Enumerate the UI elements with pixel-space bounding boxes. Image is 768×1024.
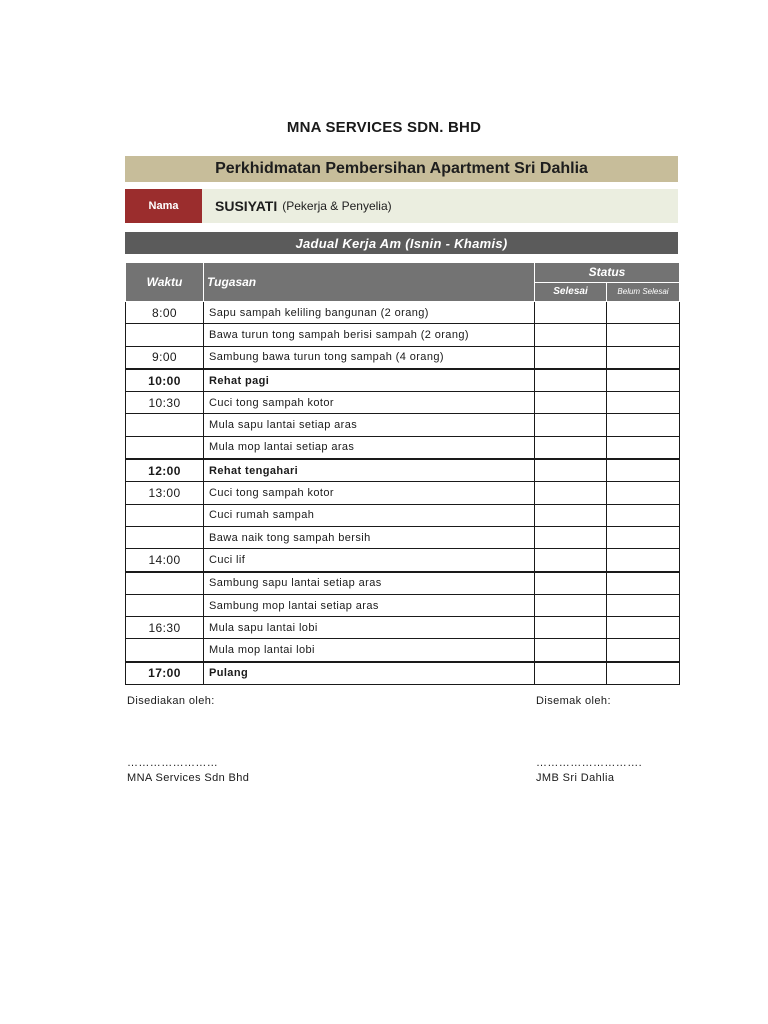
- belum-selesai-checkbox-cell[interactable]: [607, 324, 680, 346]
- table-row: [126, 526, 680, 548]
- task-cell: Sapu sampah keliling bangunan (2 orang): [204, 302, 535, 324]
- selesai-checkbox-cell[interactable]: [535, 369, 607, 392]
- table-row: [126, 392, 680, 414]
- header-waktu: Waktu: [126, 263, 204, 302]
- task-cell: Mula sapu lantai lobi: [204, 617, 535, 639]
- schedule-table: [125, 262, 680, 685]
- time-cell: 14:00: [126, 549, 204, 572]
- time-cell: 13:00: [126, 482, 204, 504]
- selesai-checkbox-cell[interactable]: [535, 324, 607, 346]
- worker-name-row: [125, 189, 678, 223]
- header-selesai: Selesai: [535, 282, 607, 302]
- selesai-checkbox-cell[interactable]: [535, 346, 607, 369]
- time-cell: [126, 436, 204, 459]
- task-cell: Pulang: [204, 662, 535, 685]
- table-row: [126, 572, 680, 595]
- schedule-title: Jadual Kerja Am (Isnin - Khamis): [125, 232, 678, 254]
- selesai-checkbox-cell[interactable]: [535, 392, 607, 414]
- time-cell: [126, 594, 204, 616]
- time-cell: 9:00: [126, 346, 204, 369]
- task-cell: Cuci tong sampah kotor: [204, 482, 535, 504]
- time-cell: [126, 324, 204, 346]
- task-cell: Mula mop lantai setiap aras: [204, 436, 535, 459]
- belum-selesai-checkbox-cell[interactable]: [607, 662, 680, 685]
- table-row: [126, 482, 680, 504]
- task-cell: Mula mop lantai lobi: [204, 639, 535, 662]
- belum-selesai-checkbox-cell[interactable]: [607, 302, 680, 324]
- selesai-checkbox-cell[interactable]: [535, 639, 607, 662]
- checked-by-name: JMB Sri Dahlia: [536, 772, 615, 784]
- table-row: [126, 504, 680, 526]
- selesai-checkbox-cell[interactable]: [535, 504, 607, 526]
- selesai-checkbox-cell[interactable]: [535, 617, 607, 639]
- task-cell: Sambung sapu lantai setiap aras: [204, 572, 535, 595]
- belum-selesai-checkbox-cell[interactable]: [607, 617, 680, 639]
- service-banner: [125, 156, 678, 182]
- belum-selesai-checkbox-cell[interactable]: [607, 392, 680, 414]
- belum-selesai-checkbox-cell[interactable]: [607, 526, 680, 548]
- prepared-by-name: MNA Services Sdn Bhd: [127, 772, 250, 784]
- prepared-by-signature-line: ……………………: [127, 757, 219, 769]
- belum-selesai-checkbox-cell[interactable]: [607, 436, 680, 459]
- checked-by-label: Disemak oleh:: [536, 695, 611, 707]
- table-row: [126, 324, 680, 346]
- selesai-checkbox-cell[interactable]: [535, 594, 607, 616]
- task-cell: Cuci lif: [204, 549, 535, 572]
- table-row: [126, 549, 680, 572]
- time-cell: 12:00: [126, 459, 204, 482]
- belum-selesai-checkbox-cell[interactable]: [607, 639, 680, 662]
- table-row: [126, 369, 680, 392]
- header-tugasan: Tugasan: [204, 263, 535, 302]
- table-row: [126, 436, 680, 459]
- service-title: Perkhidmatan Pembersihan Apartment Sri Dahlia: [215, 160, 588, 177]
- name-label: Nama: [125, 189, 202, 223]
- time-cell: 10:30: [126, 392, 204, 414]
- task-cell: Sambung mop lantai setiap aras: [204, 594, 535, 616]
- table-row: [126, 459, 680, 482]
- belum-selesai-checkbox-cell[interactable]: [607, 482, 680, 504]
- task-cell: Rehat tengahari: [204, 459, 535, 482]
- selesai-checkbox-cell[interactable]: [535, 572, 607, 595]
- selesai-checkbox-cell[interactable]: [535, 302, 607, 324]
- table-row: [126, 594, 680, 616]
- belum-selesai-checkbox-cell[interactable]: [607, 414, 680, 436]
- worker-name: SUSIYATI: [215, 198, 278, 214]
- time-cell: [126, 414, 204, 436]
- selesai-checkbox-cell[interactable]: [535, 482, 607, 504]
- time-cell: [126, 526, 204, 548]
- time-cell: 8:00: [126, 302, 204, 324]
- selesai-checkbox-cell[interactable]: [535, 414, 607, 436]
- schedule-body: [126, 302, 680, 685]
- selesai-checkbox-cell[interactable]: [535, 526, 607, 548]
- belum-selesai-checkbox-cell[interactable]: [607, 369, 680, 392]
- selesai-checkbox-cell[interactable]: [535, 436, 607, 459]
- time-cell: [126, 504, 204, 526]
- time-cell: 16:30: [126, 617, 204, 639]
- table-row: [126, 346, 680, 369]
- selesai-checkbox-cell[interactable]: [535, 662, 607, 685]
- table-row: [126, 662, 680, 685]
- time-cell: [126, 639, 204, 662]
- task-cell: Cuci rumah sampah: [204, 504, 535, 526]
- belum-selesai-checkbox-cell[interactable]: [607, 346, 680, 369]
- task-cell: Bawa naik tong sampah bersih: [204, 526, 535, 548]
- company-title: MNA SERVICES SDN. BHD: [286, 119, 482, 136]
- selesai-checkbox-cell[interactable]: [535, 459, 607, 482]
- table-row: [126, 617, 680, 639]
- belum-selesai-checkbox-cell[interactable]: [607, 549, 680, 572]
- table-row: [126, 414, 680, 436]
- table-row: [126, 302, 680, 324]
- header-status: Status: [535, 263, 680, 283]
- time-cell: 10:00: [126, 369, 204, 392]
- belum-selesai-checkbox-cell[interactable]: [607, 594, 680, 616]
- belum-selesai-checkbox-cell[interactable]: [607, 504, 680, 526]
- task-cell: Mula sapu lantai setiap aras: [204, 414, 535, 436]
- task-cell: Cuci tong sampah kotor: [204, 392, 535, 414]
- worker-role: (Pekerja & Penyelia): [282, 199, 392, 213]
- task-cell: Bawa turun tong sampah berisi sampah (2 orang): [204, 324, 535, 346]
- table-row: [126, 639, 680, 662]
- name-value: [202, 189, 392, 223]
- belum-selesai-checkbox-cell[interactable]: [607, 572, 680, 595]
- time-cell: [126, 572, 204, 595]
- prepared-by-label: Disediakan oleh:: [127, 695, 215, 707]
- selesai-checkbox-cell[interactable]: [535, 549, 607, 572]
- task-cell: Rehat pagi: [204, 369, 535, 392]
- header-belum-selesai: Belum Selesai: [607, 282, 680, 302]
- task-cell: Sambung bawa turun tong sampah (4 orang): [204, 346, 535, 369]
- checked-by-signature-line: ……………………….: [536, 757, 643, 769]
- time-cell: 17:00: [126, 662, 204, 685]
- belum-selesai-checkbox-cell[interactable]: [607, 459, 680, 482]
